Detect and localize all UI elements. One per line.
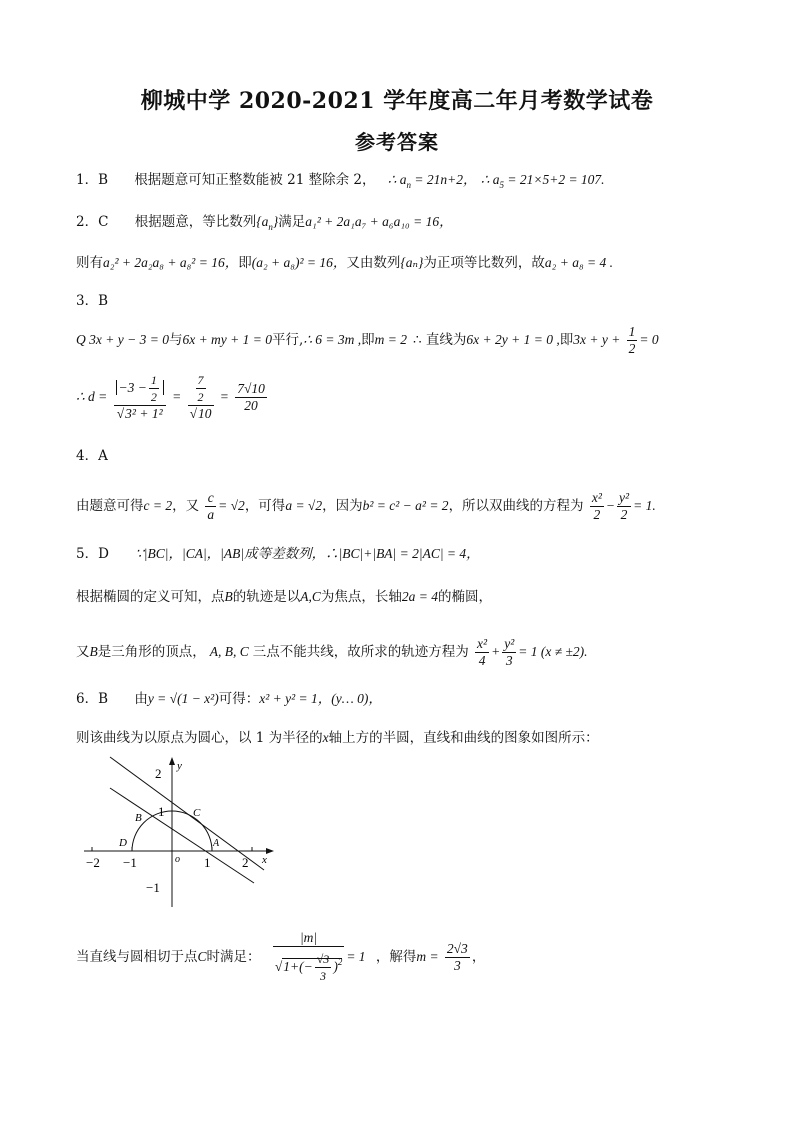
hyperbola-frac-x: $\frac{\text{x²}}{2}$ (591, 490, 602, 522)
ellipse-frac-x: $\frac{\text{x²}}{4}$ (477, 636, 488, 668)
tick-label-x-2: 2 (242, 855, 249, 870)
answer-1-label: 1．B (76, 172, 109, 188)
answer-6-line3: 当直线与圆相切于点C时满足： |m| √1+(− $\frac{√3}{3}$ )$^2$ = 1 ，解得m = $\frac{2√3}{3}$ ， (76, 930, 486, 984)
axis-label-x: x (262, 854, 267, 866)
origin-label: o (175, 854, 180, 865)
tangency-equals: = 1 (346, 949, 366, 965)
answer-4-text-c: ，可得 (244, 498, 286, 514)
answer-5-line3: 又B是三角形的顶点， A, B, C 三点不能共线，故所求的轨迹方程为 $\frac{\text{x²}}{4}$ + $\frac{\text{y²}}{3}$ = 1 (x ≠ ±2). (76, 636, 588, 668)
answer-4-text-d: ，因为 (322, 498, 363, 514)
answer-6-line1: 6．B 由y = √(1 − x²)可得：x² + y² = 1，(y… 0)， (76, 691, 382, 707)
answer-2-line2-eq2: (a₂ + a₈)² = 16， (251, 255, 347, 270)
ellipse-frac-y: $\frac{\text{y²}}{3}$ (504, 636, 515, 668)
answer-2-line2-b: 即 (238, 255, 252, 271)
answer-2-line2-d: 为正项等比数列，故 (423, 255, 545, 271)
equals-sign: = (172, 389, 182, 404)
answer-2-line2-c: 又由数列 (346, 255, 401, 271)
answer-2 (76, 213, 453, 236)
answer-5-line2: 根据椭圆的定义可知，点B的轨迹是以A,C为焦点，长轴2a = 4的椭圆， (76, 589, 493, 605)
semicircle-figure (82, 755, 282, 910)
page-subtitle: 参考答案 (355, 130, 439, 154)
tick-label-x-neg1: −1 (123, 855, 137, 870)
x-axis-arrow-icon (266, 848, 274, 854)
answer-2-line2-eq1: a₂² + 2a₂a₈ + a₈² = 16， (103, 255, 239, 270)
tangency-frac: |m| √1+(− $\frac{√3}{3}$ )$^2$ (274, 930, 343, 984)
answer-2-text: 根据题意，等比数列 (134, 214, 257, 230)
page-title: 柳城中学 2020-2021 学年度高二年月考数学试卷 (140, 88, 654, 114)
distance-frac-2: $\frac{\frac{7}{2}}{√10}$ (189, 373, 212, 421)
answer-3-text-f: 即 (361, 332, 375, 348)
answer-3-text-h: ∴ 直线为 (413, 332, 467, 348)
answer-2-seq: $\{a_n\}$ (256, 214, 279, 232)
answer-4-eq4: b² = c² − a² = 2 (362, 498, 449, 513)
answer-3-label: 3．B (76, 293, 109, 309)
answer-4-text-b: ，又 (172, 498, 200, 514)
answer-2-line2-seq: {aₙ} (400, 255, 424, 270)
answer-2-label: 2．C (76, 214, 109, 230)
answer-3-eq-g: m = 2 (374, 332, 408, 347)
hyperbola-end: = 1. (633, 498, 656, 513)
answer-3-distance (76, 372, 269, 422)
answer-1-eq1: ∴ $a_n = 21n+2$， (387, 172, 477, 190)
axis-label-y: y (177, 760, 182, 772)
answer-2-line2-eq3: a₂ + a₈ = 4 . (544, 255, 613, 270)
result-frac: $\frac{2√3}{3}$ (446, 940, 468, 973)
answer-1-eq2: ∴ $a_5 = 21\times 5+2 = 107$. (480, 172, 605, 190)
answer-3-eq-k: 3x + y + (573, 332, 621, 347)
answer-4-frac-ca: $\frac{c}{a}$ (207, 490, 215, 522)
distance-label: ∴ d = (76, 389, 108, 404)
point-label-b: B (135, 812, 142, 824)
plus-sign: + (491, 644, 501, 659)
answer-3-text-b: 与 (168, 332, 183, 348)
minus-sign: − (605, 498, 616, 513)
answer-3-eq-l: = 0 (639, 332, 659, 347)
point-label-a: A (213, 838, 220, 849)
answer-4-eq2: = √2 (218, 498, 245, 513)
answer-2-eq: a₁² + 2a₁a₇ + a₆a₁₀ = 16， (305, 214, 453, 229)
hyperbola-frac-y: $\frac{\text{y²}}{2}$ (619, 490, 630, 522)
answer-3-eq-c: 6x + my + 1 = 0 (182, 332, 273, 347)
answer-4-text-e: ，所以双曲线的方程为 (448, 498, 584, 514)
answer-4-eq1: c = 2 (143, 498, 173, 513)
tick-label-y-1: 1 (158, 804, 165, 819)
answer-1 (76, 171, 605, 194)
answer-5-eq: ∵|BC|，|CA|，|AB|成等差数列，∴|BC|+|BA| = 2|AC| = 4， (135, 546, 480, 561)
tangent-line (110, 757, 264, 870)
answer-2-line2 (76, 254, 613, 272)
tick-label-x-neg2: −2 (86, 855, 100, 870)
answer-3-eq-e: ∴ 6 = 3m , (303, 332, 362, 347)
distance-frac-1: −3 − $\frac{1}{2}$ √3² + 1² (114, 372, 166, 422)
point-label-d: D (119, 837, 127, 849)
answer-4-line (76, 490, 656, 523)
answer-2-mid: 满足 (278, 214, 306, 230)
equals-sign: = (219, 389, 229, 404)
answer-6-line2: 则该曲线为以原点为圆心，以 1 为半径的x轴上方的半圆，直线和曲线的图象如图所示： (76, 730, 599, 746)
tick-label-y-2: 2 (155, 766, 162, 781)
tick-label-y-neg1: −1 (146, 880, 160, 895)
answer-3-line1 (76, 324, 659, 357)
answer-3-eq-i: 6x + 2y + 1 = 0 , (466, 332, 560, 347)
answer-1-text: 根据题意可知正整数能被 21 整除余 2， (134, 172, 376, 188)
answer-5-line1 (76, 545, 480, 563)
tick-label-x-1: 1 (204, 855, 211, 870)
ellipse-end: = 1 (x ≠ ±2). (518, 644, 588, 659)
point-label-c: C (193, 807, 201, 819)
answer-4-text-a: 由题意可得 (76, 498, 144, 514)
answer-4-eq3: a = √2 (285, 498, 323, 513)
y-axis-arrow-icon (169, 757, 175, 765)
answer-6-label: 6．B (76, 691, 109, 707)
distance-frac-3: $\frac{7√10}{20}$ (237, 380, 265, 413)
answer-2-line2-a: 则有 (76, 255, 103, 271)
answer-5-label: 5．D (76, 546, 109, 562)
answer-3-eq-a: Q 3x + y − 3 = 0 (76, 332, 169, 347)
answer-3-text-d: 平行, (272, 332, 304, 348)
answer-4-label: 4．A (76, 448, 108, 464)
answer-3-frac-half: $\frac{1}{2}$ (628, 324, 636, 356)
answer-3-text-j: 即 (559, 332, 574, 348)
